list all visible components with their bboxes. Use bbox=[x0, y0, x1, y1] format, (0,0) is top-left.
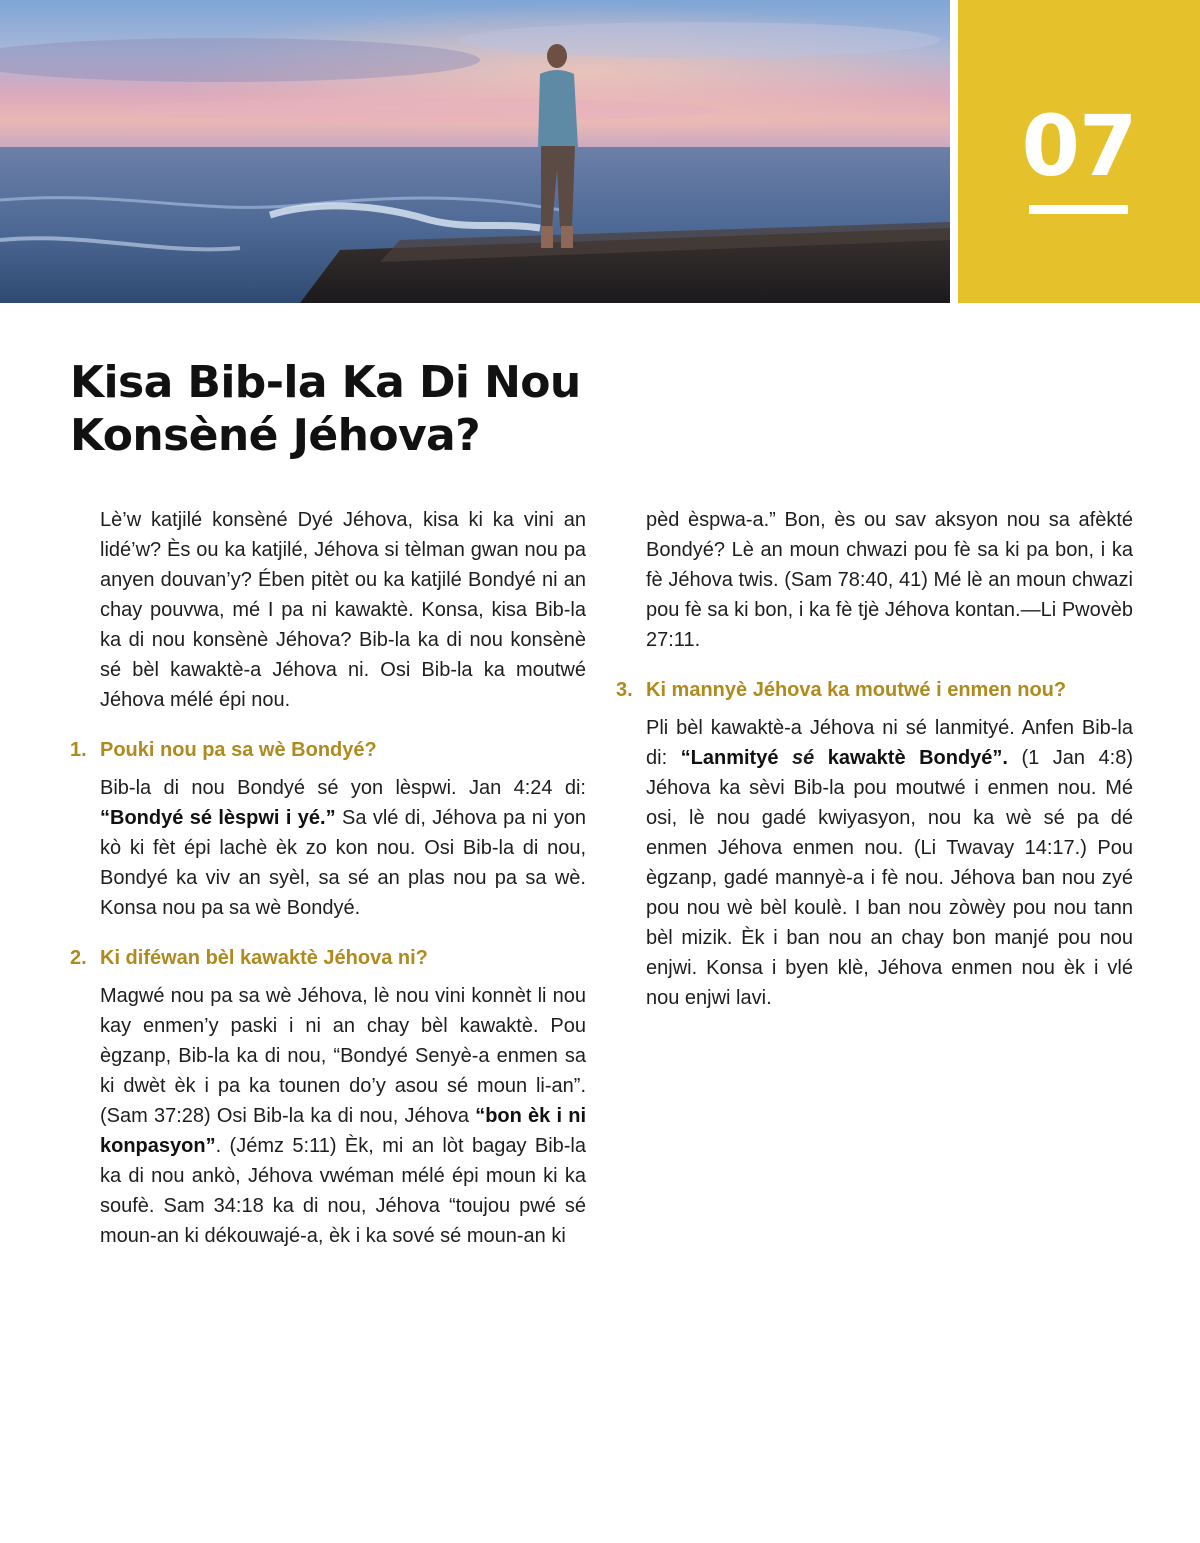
intro-paragraph: Lè’w katjilé konsèné Dyé Jéhova, kisa ki ka vini an lidé’w? Ès ou ka katjilé, Jéhova si tèlman gwan nou pa anyen douvan’y? Ében pitèt ou ka katjilé Bondyé ni an chay pouvwa, mé I pa ni kawaktè. Konsa, kisa Bib-la ka di nou konsènè Jéhova? Bib-la ka di nou konsènè sé bèl kawaktè-a Jéhova ni. Osi Bib-la ka moutwé Jéhova mélé épi nou. bbox=[100, 509, 586, 711]
title-line-2: Konsèné Jéhova? bbox=[70, 410, 481, 461]
question-1-text: Pouki nou pa sa wè Bondyé? bbox=[100, 739, 377, 761]
question-1-number: 1. bbox=[70, 739, 87, 761]
answer-2-quote: “bon èk i ni konpasyon” bbox=[100, 1105, 586, 1157]
answer-3-paragraph bbox=[646, 713, 1133, 1013]
question-3-number: 3. bbox=[616, 679, 633, 701]
right-column bbox=[616, 505, 1134, 1013]
answer-3-text-a: Pli bèl kawaktè-a Jéhova ni sé lanmityé. Anfen Bib-la di: bbox=[646, 717, 1133, 769]
answer-3-text-b: (1 Jan 4:8) Jéhova ka sèvi Bib-la pou moutwé i enmen nou. Mé osi, lè nou gadé kwiyasyon, nou ka wè sé pa dé enmen Jéhova enmen nou. (Li Twavay 14:17.) Pou ègzanp, gadé mannyè-a i fè nou. Jéhova ban nou zyé pou nou wè bèl koulè. I ban nou zòwèy pou nou tann bèl mizik. Èk i ban nou an chay bon manjé pou nou enjwi. Konsa i byen klè, Jéhova enmen nou èk i vlé nou enjwi lavi. bbox=[646, 747, 1134, 1009]
chapter-number: 07 bbox=[1021, 97, 1137, 195]
answer-3-quote-a: “Lanmityé bbox=[680, 747, 792, 769]
answer-1-paragraph bbox=[100, 773, 586, 923]
question-1 bbox=[70, 735, 586, 765]
chapter-badge bbox=[958, 0, 1200, 303]
answer-2-continued: pèd èspwa-a.” Bon, ès ou sav aksyon nou sa afèkté Bondyé? Lè an moun chwazi pou fè sa ki pa bon, i ka fè Jéhova twis. (Sam 78:40, 41) Mé lè an moun chwazi pou fè sa ki bon, i ka fè tjè Jéhova kontan.—Li Pwovèb 27:11. bbox=[646, 509, 1133, 651]
answer-1-text-a: Bib-la di nou Bondyé sé yon lèspwi. Jan 4:24 di: bbox=[100, 777, 586, 799]
seascape-illustration bbox=[0, 0, 950, 303]
question-3 bbox=[616, 675, 1133, 705]
question-2-text: Ki diféwan bèl kawaktè Jéhova ni? bbox=[100, 947, 428, 969]
chapter-underline bbox=[1029, 205, 1128, 214]
answer-2-text-a: Magwé nou pa sa wè Jéhova, lè nou vini konnèt li nou kay enmen’y paski i ni an chay bèl kawaktè. Pou ègzanp, Bib-la ka di nou, “Bondyé Senyè-a enmen sa ki dwèt èk i pa ka tounen do’y asou sé moun li-an”. (Sam 37:28) Osi Bib-la ka di nou, Jéhova bbox=[100, 985, 586, 1127]
answer-1-quote: “Bondyé sé lèspwi i yé.” bbox=[100, 807, 336, 829]
answer-3-quote-c: kawaktè Bondyé”. bbox=[814, 747, 1008, 769]
left-column bbox=[70, 505, 586, 1251]
question-2 bbox=[70, 943, 586, 973]
page-title bbox=[70, 356, 670, 462]
hero-image bbox=[0, 0, 950, 303]
question-3-text: Ki mannyè Jéhova ka moutwé i enmen nou? bbox=[646, 679, 1067, 701]
answer-3-quote-b: sé bbox=[791, 747, 815, 769]
title-line-1: Kisa Bib-la Ka Di Nou bbox=[70, 357, 581, 408]
question-2-number: 2. bbox=[70, 947, 87, 969]
answer-1-text-b: Sa vlé di, Jéhova pa ni yon kò ki fèt épi lachè èk zo kon nou. Osi Bib-la di nou, Bondyé ka viv an syèl, sa sé an plas nou pa sa wè. Konsa nou pa sa wè Bondyé. bbox=[100, 807, 586, 919]
answer-2-paragraph bbox=[100, 981, 586, 1251]
answer-2-text-b: . (Jémz 5:11) Èk, mi an lòt bagay Bib-la ka di nou ankò, Jéhova vwéman mélé épi moun ki ka soufè. Sam 34:18 ka di nou, Jéhova “toujou pwé sé moun-an ki dékouwajé-a, èk i ka sové sé moun-an ki bbox=[100, 1135, 586, 1247]
